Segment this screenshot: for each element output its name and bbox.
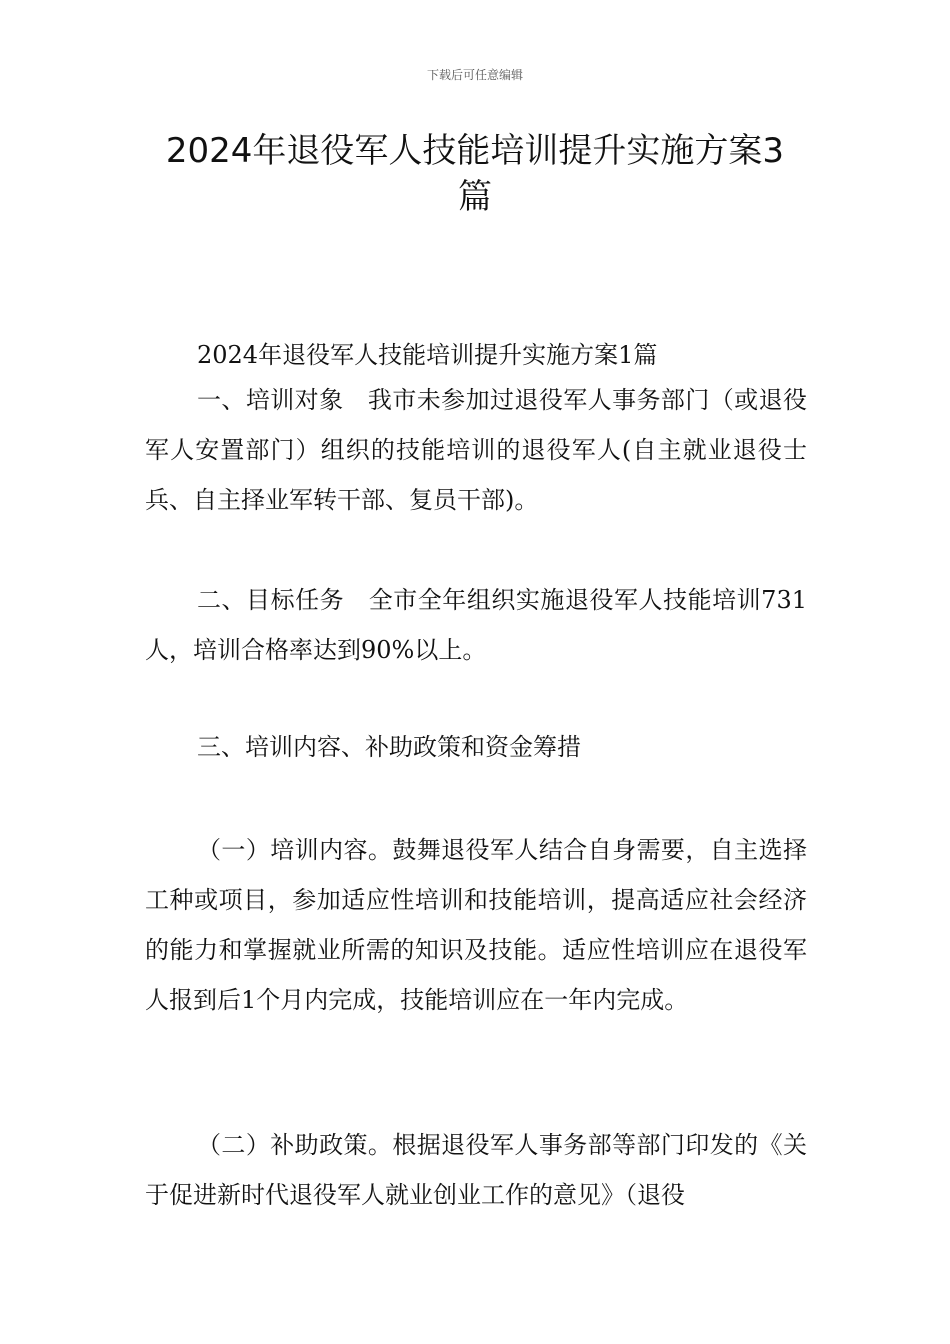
subtitle-paragraph: 2024年退役军人技能培训提升实施方案1篇 [197, 341, 658, 369]
paragraph-goals: 二、目标任务 全市全年组织实施退役军人技能培训731人，培训合格率达到90%以上。 [145, 586, 807, 664]
header-note: 下载后可任意编辑 [426, 68, 523, 82]
paragraph-training-targets: 一、培训对象 我市未参加过退役军人事务部门（或退役军人安置部门）组织的技能培训的退役军人(自主就业退役士兵、自主择业军转干部、复员干部)。 [145, 386, 807, 514]
paragraph-training-content: （一）培训内容。鼓舞退役军人结合自身需要，自主选择工种或项目，参加适应性培训和技能培训，提高适应社会经济的能力和掌握就业所需的知识及技能。适应性培训应在退役军人报到后1个月内完成，技能培训应在一年内完成。 [145, 836, 807, 1014]
paragraph-section-three: 三、培训内容、补助政策和资金筹措 [197, 733, 581, 761]
paragraph-subsidy-policy: （二）补助政策。根据退役军人事务部等部门印发的《关于促进新时代退役军人就业创业工作的意见》（退役 [145, 1131, 807, 1209]
document-title: 2024年退役军人技能培训提升实施方案3篇 [165, 131, 785, 217]
